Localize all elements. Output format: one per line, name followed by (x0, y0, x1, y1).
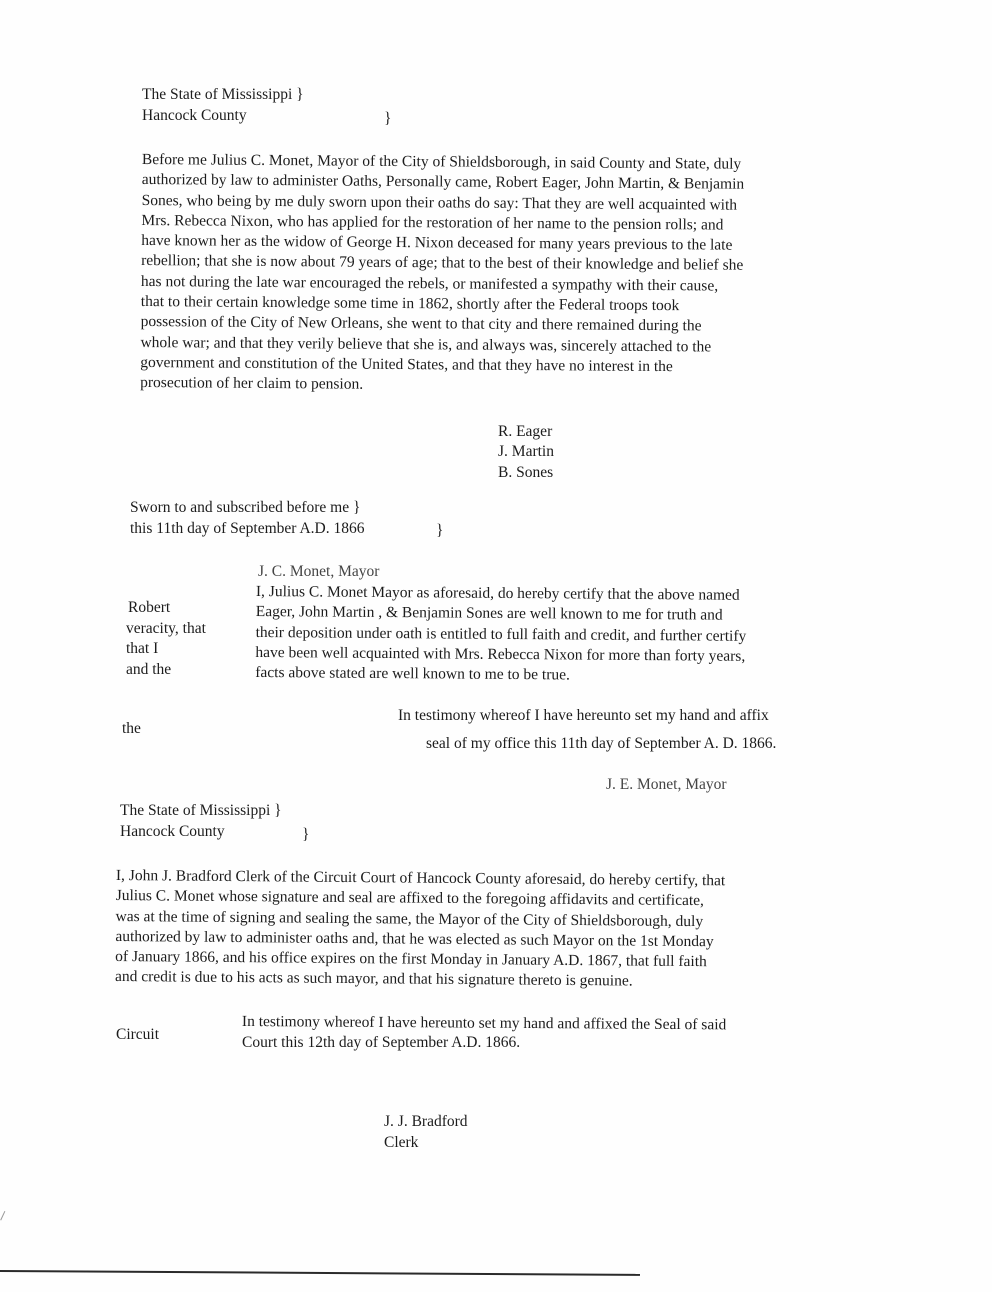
certificate-line: I, Julius C. Monet Mayor as aforesaid, do hereby certify that the above named (255, 582, 740, 604)
clerk-line: and credit is due to his acts as such mayor, and that his signature thereto is genuine. (114, 968, 633, 990)
sworn-line-1: Sworn to and subscribed before me } (130, 499, 361, 516)
margin-word: Circuit (116, 1026, 160, 1043)
clerk-line: was at the time of signing and sealing the same, the Mayor of the City of Shieldsborough, duly (115, 907, 704, 930)
affidavit-line: government and constitution of the United States, and that they have no interest in the (140, 353, 673, 376)
venue-state: The State of Mississippi } (142, 86, 304, 103)
clerk-certificate (115, 866, 725, 993)
venue-state: The State of Mississippi } (120, 802, 282, 819)
venue-brace: } (384, 110, 392, 127)
signatory-sones: B. Sones (498, 464, 554, 481)
affidavit-line: Mrs. Rebecca Nixon, who has applied for the restoration of her name to the pension rolls; and (141, 211, 724, 234)
clerk-line: I, John J. Bradford Clerk of the Circuit Court of Hancock County aforesaid, do hereby certify, that (115, 866, 726, 890)
affidavit-line: Before me Julius C. Monet, Mayor of the City of Shieldsborough, in said County and State, duly (141, 150, 742, 173)
clerk-line: of January 1866, and his office expires on the first Monday in January A.D. 1867, that full faith (115, 948, 707, 971)
affidavit-line: whole war; and that they verily believe that she is, and always was, sincerely attached to the (140, 333, 712, 356)
margin-word: and the (126, 661, 172, 678)
mayor-signature-bottom: J. E. Monet, Mayor (606, 776, 727, 793)
margin-word: that I (126, 640, 159, 657)
margin-word: veracity, that (126, 620, 206, 637)
testimony-line-1: In testimony whereof I have hereunto set my hand and affixed the Seal of said (241, 1013, 727, 1034)
margin-word: the (122, 720, 141, 737)
clerk-signature-name: J. J. Bradford (384, 1113, 468, 1130)
affidavit-line: has not during the late war encouraged the rebels, or manifested a sympathy with their cause, (140, 272, 719, 295)
bottom-edge-rule (0, 1270, 640, 1276)
venue-county: Hancock County (120, 823, 225, 840)
affidavit-line: prosecution of her claim to pension. (140, 374, 364, 394)
clerk-line: Julius C. Monet whose signature and seal are affixed to the foregoing affidavits and certificate, (115, 887, 705, 910)
mayor-signature-top: J. C. Monet, Mayor (258, 563, 380, 580)
testimony-line-1: In testimony whereof I have hereunto set my hand and affix (398, 707, 769, 724)
mayor-certificate (255, 582, 746, 687)
testimony-line-2: seal of my office this 11th day of September A. D. 1866. (426, 735, 777, 752)
scan-mark (0, 1211, 11, 1223)
clerk-signature-title: Clerk (384, 1134, 419, 1151)
certificate-line: facts above stated are well known to me to be true. (255, 664, 570, 684)
affidavit-line: possession of the City of New Orleans, she went to that city and there remained during the (140, 313, 702, 335)
certificate-line: Eager, John Martin , & Benjamin Sones are well known to me for truth and (255, 603, 723, 624)
affidavit-line: that to their certain knowledge some time in 1862, shortly after the Federal troops took (140, 293, 680, 315)
certificate-line: have been well acquainted with Mrs. Rebecca Nixon for more than forty years, (255, 643, 746, 665)
venue-brace: } (302, 826, 310, 843)
certificate-line: their deposition under oath is entitled to full faith and credit, and further certify (255, 623, 747, 645)
affidavit-paragraph (140, 150, 744, 398)
venue-county: Hancock County (142, 107, 247, 124)
sworn-brace: } (436, 522, 444, 539)
sworn-line-2: this 11th day of September A.D. 1866 (130, 520, 365, 537)
signatory-martin: J. Martin (498, 443, 554, 460)
affidavit-line: Sones, who being by me duly sworn upon their oaths do say: That they are well acquainted with (141, 191, 738, 214)
affidavit-line: rebellion; that she is now about 79 years of age; that to the best of their knowledge and belief she (141, 252, 744, 275)
affidavit-line: authorized by law to administer Oaths, Personally came, Robert Eager, John Martin, & Benjamin (141, 171, 745, 194)
signatory-eager: R. Eager (498, 423, 553, 440)
testimony-line-2: Court this 12th day of September A.D. 1866. (242, 1034, 521, 1051)
margin-word: Robert (128, 599, 171, 616)
affidavit-line: have known her as the widow of George H. Nixon deceased for many years previous to the late (141, 232, 733, 254)
clerk-line: authorized by law to administer oaths and, that he was elected as such Mayor on the 1st Monday (115, 927, 714, 951)
